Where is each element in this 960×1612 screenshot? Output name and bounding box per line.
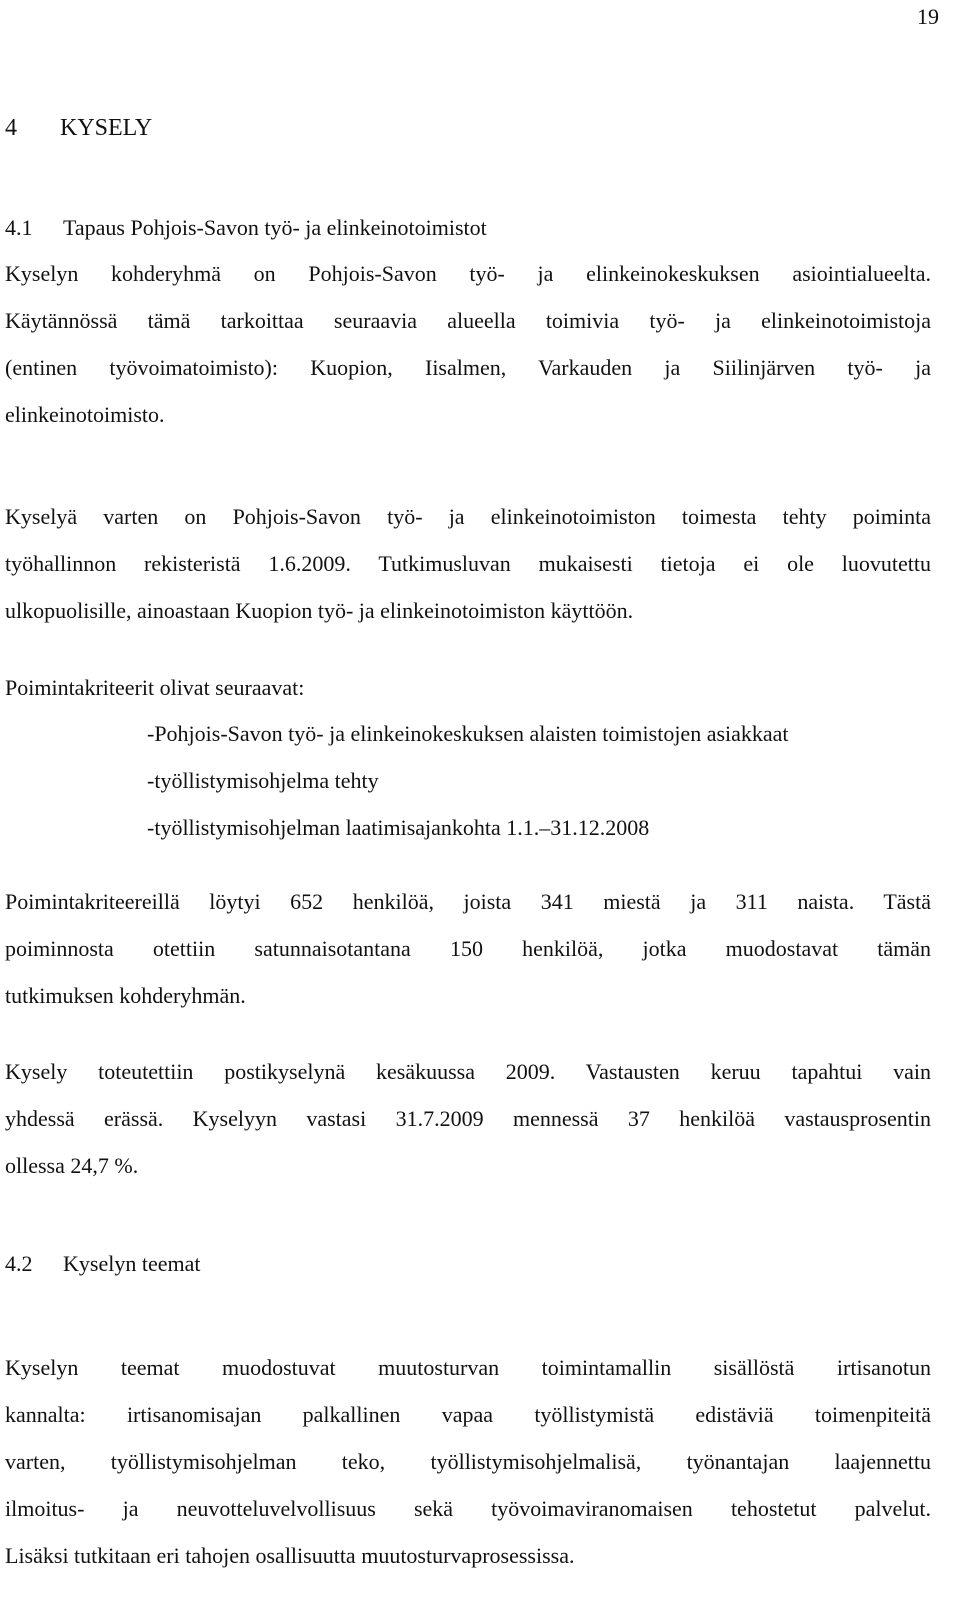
paragraph-sampling	[5, 493, 931, 634]
paragraph-survey-execution	[5, 1048, 931, 1189]
section-4-1-heading	[5, 214, 487, 242]
chapter-title: KYSELY	[60, 115, 153, 141]
chapter-heading	[5, 113, 152, 143]
paragraph-line: Kyselyn kohderyhmä on Pohjois-Savon työ- ja elinkeinokeskuksen asiointialueelta.	[5, 261, 931, 286]
paragraph-line: Käytännössä tämä tarkoittaa seuraavia alueella toimivia työ- ja elinkeinotoimistoja	[5, 308, 931, 333]
paragraph-line: elinkeinotoimisto.	[5, 402, 165, 427]
criteria-item: -Pohjois-Savon työ- ja elinkeinokeskuksen alaisten toimistojen asiakkaat	[147, 721, 789, 746]
paragraph-line: Kysely toteutettiin postikyselynä kesäkuussa 2009. Vastausten keruu tapahtui vain	[5, 1059, 931, 1084]
paragraph-target-group	[5, 250, 931, 438]
paragraph-line: (entinen työvoimatoimisto): Kuopion, Iisalmen, Varkauden ja Siilinjärven työ- ja	[5, 355, 931, 380]
page-number: 19	[917, 4, 939, 29]
paragraph-line: Lisäksi tutkitaan eri tahojen osallisuutta muutosturvaprosessissa.	[5, 1543, 575, 1568]
paragraph-themes	[5, 1344, 931, 1579]
criteria-item: -työllistymisohjelman laatimisajankohta 1.1.–31.12.2008	[147, 815, 650, 840]
section-4-2-heading	[5, 1250, 200, 1278]
paragraph-line: Poimintakriteerit olivat seuraavat:	[5, 675, 305, 700]
paragraph-line: ollessa 24,7 %.	[5, 1153, 139, 1178]
paragraph-line: Kyselyä varten on Pohjois-Savon työ- ja elinkeinotoimiston toimesta tehty poiminta	[5, 504, 931, 529]
paragraph-line: varten, työllistymisohjelman teko, työllistymisohjelmalisä, työnantajan laajennettu	[5, 1449, 931, 1474]
paragraph-line: ulkopuolisille, ainoastaan Kuopion työ- ja elinkeinotoimiston käyttöön.	[5, 598, 634, 623]
section-4-2-number: 4.2	[5, 1251, 33, 1276]
section-4-1-number: 4.1	[5, 215, 33, 240]
paragraph-line: työhallinnon rekisteristä 1.6.2009. Tutkimusluvan mukaisesti tietoja ei ole luovutettu	[5, 551, 931, 576]
paragraph-line: poiminnosta otettiin satunnaisotantana 150 henkilöä, jotka muodostavat tämän	[5, 936, 931, 961]
paragraph-line: Poimintakriteereillä löytyi 652 henkilöä, joista 341 miestä ja 311 naista. Tästä	[5, 889, 931, 914]
paragraph-line: tutkimuksen kohderyhmän.	[5, 983, 246, 1008]
section-4-2-title: Kyselyn teemat	[63, 1251, 201, 1276]
paragraph-line: yhdessä erässä. Kyselyyn vastasi 31.7.2009 mennessä 37 henkilöä vastausprosentin	[5, 1106, 931, 1131]
paragraph-line: ilmoitus- ja neuvotteluvelvollisuus sekä työvoimaviranomaisen tehostetut palvelut.	[5, 1496, 931, 1521]
criteria-list	[147, 710, 789, 851]
paragraph-line: kannalta: irtisanomisajan palkallinen vapaa työllistymistä edistäviä toimenpiteitä	[5, 1402, 931, 1427]
paragraph-line: Kyselyn teemat muodostuvat muutosturvan toimintamallin sisällöstä irtisanotun	[5, 1355, 931, 1380]
section-4-1-title: Tapaus Pohjois-Savon työ- ja elinkeinotoimistot	[63, 215, 487, 240]
chapter-number: 4	[5, 115, 17, 141]
paragraph-sample-size	[5, 878, 931, 1019]
criteria-item: -työllistymisohjelma tehty	[147, 768, 379, 793]
paragraph-criteria-intro	[5, 664, 931, 711]
